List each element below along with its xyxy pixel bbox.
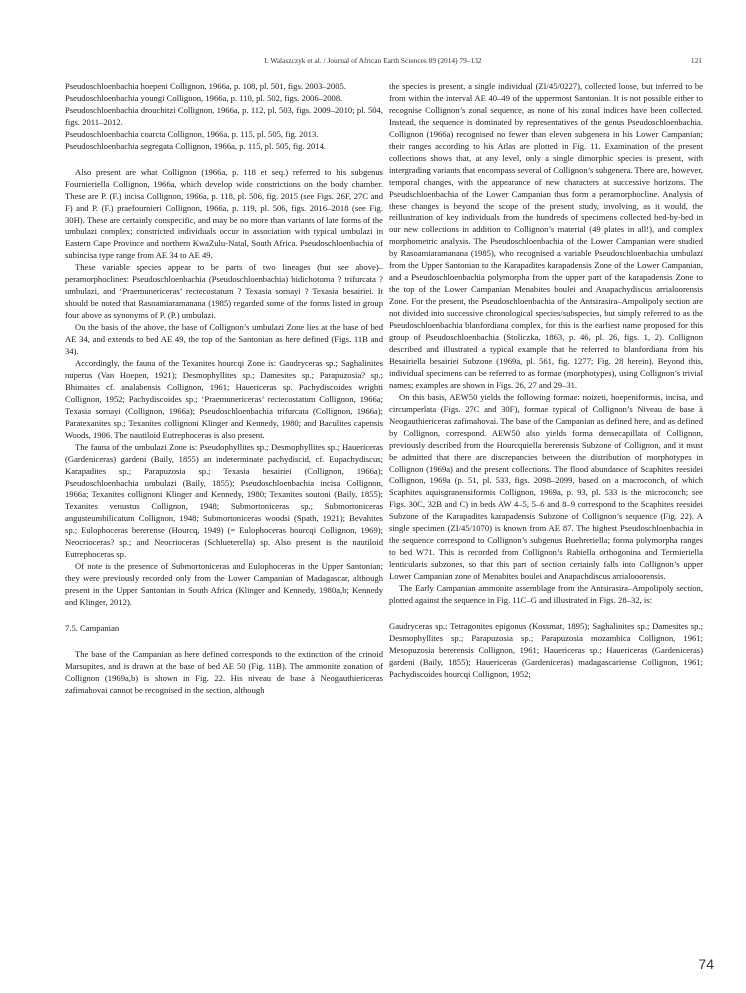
paragraph: On this basis, AEW50 yields the following formae: noizeti, hoepeniformis, incisa, and circumperlata (Figs. 27C and 30F), formae typical of Collignon’s Niveau de base à Neogauthiericeras zafimahovai. The base of the Campanian as defined here, and as defined by Collignon, correspond. AEW50 also yields forma densecapillata of Collignon, previously described from the Hourcquiella bererensis Subzone of Collignon, and it must be admitted that there are discrepancies between the distribution of morphotypes in Collignon (1969a) and the present collections. The flood abundance of Scaphites reesidei Collignon, 1969a (p. 51, pl. 533, figs. 2098–2099, based on a macroconch, of which Scaphites aquisgranensiformis Collignon, 1969a, p. 93, pl. 533 is the microconch; see Figs. 30C, 32B and C) in beds AW 4–5, 5–6 and 8–9 correspond to the Scaphites reesidei Subzone of the Karapadites karapadensis Subzone of Collignon’s sequence (Fig. 22). A single specimen (ZI/45/1070) is known from AE 87. The highest Pseudoschloenbachia in the sequence correspond to Collignon’s subgenus Buehreriella; forma polymorpha ranges to bed W71. This is recorded from Collignon’s Rabiella orthogonina and Termieriella lenticularis subzones, so that this part of section certainly falls into Collignon’s upper Lower Campanian zone of Menabites boulei and Anapachdiscus arrialooorensis.	[389, 391, 703, 582]
corner-page-number: 74	[698, 956, 714, 972]
left-column	[65, 81, 383, 697]
paragraph: The fauna of the umbulazi Zone is: Pseudophyllites sp.; Desmophyllites sp.; Hauericeras (Gardeniceras) gardeni (Baily, 1855) an indeterminate pachydiscid, cf. Eupachydiscus; Karapadites sp.; Parapuzosia sp.; Texasia besairiei (Collignon, 1966a); Pseudoschloenbachia umbulazi (Baily, 1855); Pseudoschloenbachia incisa Collignon, 1966a; Texanites collignoni Klinger and Kennedy, 1980; Texanites soutoni (Baily, 1855); Texanites venustus Collignon, 1948; Submortoniceras sp.; Submortoniceras angusteumbilicatum Collignon, 1948; Submortoniceras woodsi (Spath, 1921); Bevahites sp.; Eulophoceras bererense (Hourcq, 1949) (= Eulophoceras hourcqi Collignon, 1969); Neocrioceras? sp.; and Neocrioceras (Schlueterella) sp. Also present is the nautiloid Eutrephoceras sp.	[65, 441, 383, 560]
section-heading: 7.5. Campanian	[65, 622, 120, 633]
species-list-text: Gaudryceras sp.; Tetragonites epigonus (Kossmat, 1895); Saghalinites sp.; Damesites sp.; Desmophyllites sp.; Parapuzosia sp.; Parapuzosia mozambica Collignon, 1961; Mesopuzosia bererensis Collignon, 1961; Hauericeras sp.; Hauericeras (Gardeniceras) gardeni (Baily, 1855); Hauericeras (Gardeniceras) madagascariense Collignon, 1961; Pachydiscoides hourcqi Collignon, 1952;	[389, 620, 703, 679]
running-head: I. Walaszczyk et al. / Journal of African Earth Sciences 89 (2014) 79–132	[264, 56, 482, 65]
list-item: Pseudoschloenbachia drouchitzi Collignon, 1966a, p. 112, pl. 503, figs. 2009–2010; pl. 504, figs. 2011–2012.	[65, 104, 383, 127]
paragraph: Of note is the presence of Submortoniceras and Eulophoceras in the Upper Santonian; they were previously recorded only from the Lower Campanian of Madagascar, although present in the Upper Santonian in South Africa (Klinger and Kennedy, 1980a,b; Kennedy and Klinger, 2012).	[65, 561, 383, 608]
paragraph: These variable species appear to be parts of two lineages (but see above)–peramorphoclines: Pseudoschloenbachia (Pseudoschloenbachia) bidichotoma ? trifurcata ? umbulazi, and ‘Praemunericeras’ rectecostatum ? Texasia sornayi ? Texasia besairiei. It should be noted that Rasoamiaramanana (1985) regarded some of the forms listed in group four above as synonyms of P. (P.) umbulazi.	[65, 262, 383, 321]
paragraph: The base of the Campanian as here defined corresponds to the extinction of the crinoid Marsupites, and is drawn at the base of bed AE 50 (Fig. 11B). The ammonite zonation of Collignon (1969a,b) is shown in Fig. 22. His niveau de base à Neogauthiericeras zafimahovai cannot be recognised in the section, although	[65, 648, 383, 695]
right-column	[389, 81, 703, 681]
list-item: Pseudoschloenbachia segregata Collignon, 1966a, p. 115, pl. 505, fig. 2014.	[65, 140, 327, 151]
list-item: Pseudoschloenbachia coarcta Collignon, 1966a, p. 115, pl. 505, fig. 2013.	[65, 128, 319, 139]
paragraph: Accordingly, the fauna of the Texanites hourcqi Zone is: Gaudryceras sp.; Saghalinites nuperus (Van Hoepen, 1921); Desmophyllites sp.; Damesites sp.; Parapuzosia? sp.; Bhimaites cf. analabensis Collignon, 1961; Hauericeras sp. Pachydiscoides wrighti Collignon, 1952; Pachydiscoides sp.; ‘Praemunericeras’ rectecostatum Collignon, 1966a; Texasia sornayi (Collignon, 1966a); Pseudoschloenbachia trifurcata (Collignon, 1966a); Paratexanites sp.; Texanites collignoni Klinger and Kennedy, 1980; and Baculites capensis Woods, 1906. The nautiloid Eutrephoceras is also present.	[65, 357, 383, 440]
paragraph: the species is present, a single individual (ZI/45/0227), collected loose, but inferred to be from within the interval AE 40–49 of the uppermost Santonian. It is not possible either to recognise Collignon’s zonal sequence, as none of his zonal indices have been collected. Instead, the sequence is dominated by representatives of the genus Pseudoschloenbachia. Collignon (1966a) recognised no fewer than eleven subgenera in his Lower Campanian; their ranges according to his Atlas are plotted in Fig. 11. Examination of the present collections shows that, at any level, only a single dimorphic species is present, with intergrading variants that encompass several of Collignon’s subgenera. There are, however, temporal changes, with the appearance of new characters at successive horizons. The Pseudschloenbachia of the Lower Campanian thus form a peramorphocline. Analysis of these changes is beyond the scope of the present study, involving, as it would, the reillustration of key individuals from the hundreds of specimens collected bed-by-bed in our new collections in addition to Collignon’s material (49 plates in all!), and complex morphometric analysis. The Pseudoschloenbachia of the Lower Campanian were studied by Rasoamiaramanana (1985), who recognised a variable Pseudoschloenbachia umbulazi from the Upper Santonian to the Karapadites karapadensis Zone of the Lower Campanian, and a Pseudoschloenbachia polymorpha from the upper part of the karapadensis Zone to the top of the Lower Campanian Menabites boulei and Anapachydiscus arrialoorensis Zone. For the present, the Pseudoschloenbachia of the Antsirasira–Ampolipoly section are not divided into successive chronological species/subspecies, but simply referred to as the Pseudoschloenbachia blanfordiana complex, for this is the earliest name proposed for this group of Pseudoschloenbachia (Stoliczka, 1863, p. 46, pl. 26, figs. 1, 2). Collignon described and illustrated a typical example that he referred to blanfordiana from his Besairiella besairiei Subzone (1969a, pl. 561, fig. 1277; Fig. 28 herein). Beyond this, individual specimens can be referred to as formae (morphotypes), using Collignon’s trivial names; examples are shown in Figs. 26, 27 and 29–31.	[389, 81, 703, 390]
species-reference-list	[65, 81, 383, 153]
paragraph: The Early Campanian ammonite assemblage from the Antsirasira–Ampolipoly section, plotted against the sequence in Fig. 11C–G and illustrated in Figs. 28–32, is:	[389, 583, 703, 605]
paragraph: On the basis of the above, the base of Collignon’s umbulazi Zone lies at the base of bed AE 34, and extends to bed AE 49, the top of the Santonian as here defined (Figs. 11B and 34).	[65, 322, 383, 357]
page-header	[0, 0, 746, 70]
paragraph: Also present are what Collignon (1966a, p. 118 et seq.) referred to his subgenus Fournieriella Collignon, 1966a, which develop wide constrictions on the body chamber. These are P. (F.) incisa Collignon, 1966a, p. 118, pl. 506, fig. 2015 (see Figs. 26F, 27C and F) and P. (F.) praefournieri Collignon, 1966a, p. 119, pl. 506, figs. 2016–2018 (see Fig. 30H). These are certainly conspecific, and may be no more than variants of late forms of the umbulazi complex; constricted individuals occur in association with typical umbulazi in Eastern Cape Province and northern KwaZulu-Natal, South Africa. Pseudoschloenbachia of subincisa type range from AE 34 to AE 49.	[65, 166, 383, 261]
campanian-species-list	[389, 621, 703, 681]
page-number: 121	[690, 56, 702, 65]
list-item: Pseudoschloenbachia youngi Collignon, 1966a, p. 110, pl. 502, figs. 2006–2008.	[65, 92, 343, 103]
list-item: Pseudoschloenbachia hoepeni Collignon, 1966a, p. 108, pl. 501, figs. 2003–2005.	[65, 81, 346, 91]
